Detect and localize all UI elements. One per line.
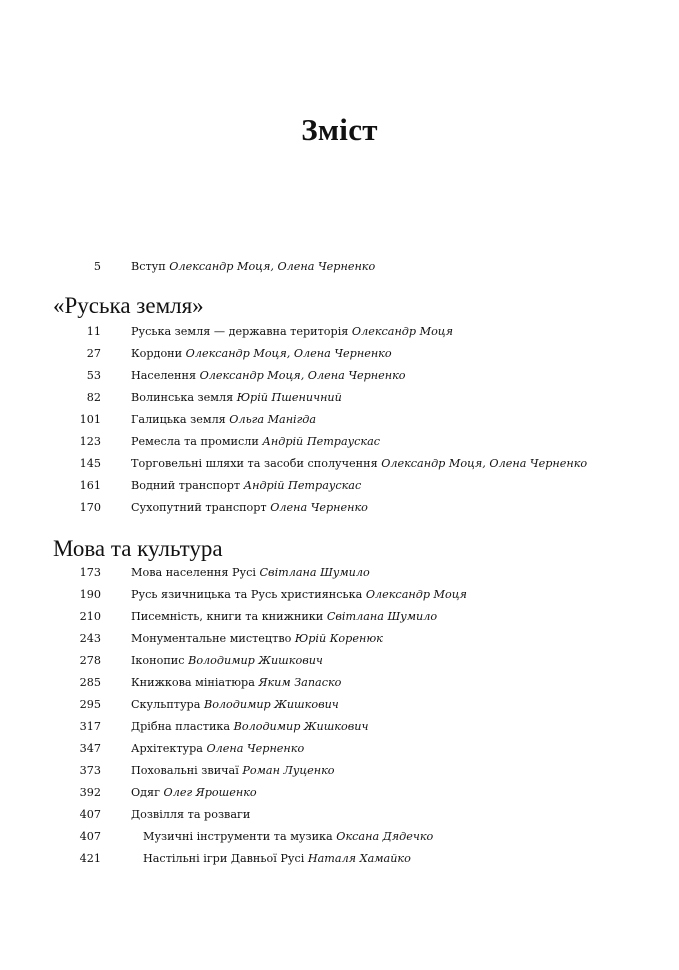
entry-text (131, 673, 341, 693)
entry-author: Олена Черненко (270, 501, 368, 514)
page-number: 295 (79, 698, 101, 711)
entry-text (131, 717, 368, 737)
entry-text (131, 366, 406, 386)
entry-text (131, 607, 437, 627)
entry-author: Володимир Жишкович (203, 698, 339, 711)
page-title: Зміст (301, 112, 378, 147)
page-number: 347 (79, 742, 101, 755)
page-number: 170 (79, 501, 101, 514)
entry-text (131, 432, 380, 452)
entry-title: Торговельні шляхи та засоби сполучення (131, 457, 378, 470)
toc-entry[interactable] (0, 388, 679, 408)
entry-title: Населення (131, 369, 200, 382)
toc-entry[interactable] (0, 607, 679, 627)
entry-author: Андрій Петраускас (262, 435, 381, 448)
page-number: 5 (93, 260, 101, 273)
entry-author: Світлана Шумило (326, 610, 438, 623)
page-number: 82 (86, 391, 101, 404)
entry-title: Кордони (131, 347, 186, 360)
toc-subentry[interactable] (0, 827, 679, 847)
entry-text (131, 410, 316, 430)
entry-title: Волинська земля (131, 391, 237, 404)
page-number: 123 (79, 435, 101, 448)
page-number: 317 (79, 720, 101, 733)
entry-author: Юрій Пшеничний (236, 391, 342, 404)
page-number: 210 (79, 610, 101, 623)
entry-title: Музичні інструменти та музика (143, 830, 333, 843)
toc-entry[interactable] (0, 366, 679, 386)
entry-title: Галицька земля (131, 413, 226, 426)
entry-text (131, 322, 453, 342)
toc-entry[interactable] (0, 695, 679, 715)
page-number: 161 (79, 479, 101, 492)
toc-entry[interactable] (0, 476, 679, 496)
toc-entry[interactable] (0, 585, 679, 605)
entry-author: Яким Запаско (258, 676, 342, 689)
entry-text (131, 388, 342, 408)
entry-text (131, 344, 392, 364)
toc-entry[interactable] (0, 717, 679, 737)
toc-entry[interactable] (0, 454, 679, 474)
entry-title: Дрібна пластика (131, 720, 231, 733)
entry-author: Ольга Манігда (229, 413, 317, 426)
entry-text (131, 739, 304, 759)
entry-text (131, 454, 587, 474)
toc-entry[interactable] (0, 563, 679, 583)
entry-title: Монументальне мистецтво (131, 632, 292, 645)
entry-text (131, 257, 375, 277)
toc-entry[interactable] (0, 344, 679, 364)
page-number: 27 (86, 347, 101, 360)
entry-author: Олександр Моця, Олена Черненко (199, 369, 406, 382)
entry-title: Поховальні звичаї (131, 764, 239, 777)
page-number: 278 (79, 654, 101, 667)
entry-title: Писемність, книги та книжники (131, 610, 324, 623)
entry-title: Ремесла та промисли (131, 435, 263, 448)
page-number: 392 (79, 786, 101, 799)
entry-text (131, 695, 339, 715)
toc-entry[interactable] (0, 410, 679, 430)
entry-title: Одяг (131, 786, 160, 799)
entry-text (143, 849, 411, 869)
entry-title: Руська земля — державна територія (131, 325, 349, 338)
toc-entry[interactable] (0, 761, 679, 781)
toc-entry-intro[interactable] (0, 257, 679, 277)
entry-title: Водний транспорт (131, 479, 241, 492)
entry-text (131, 783, 257, 803)
entry-author: Олена Черненко (206, 742, 305, 755)
entry-title: Русь язичницька та Русь християнська (131, 588, 363, 601)
entry-title: Настільні ігри Давньої Русі (143, 852, 305, 865)
page-number: 11 (86, 325, 101, 338)
entry-text (131, 476, 361, 496)
entry-title: Сухопутний транспорт (131, 501, 267, 514)
section-heading-ruska-zemlia: «Руська земля» (53, 293, 204, 318)
toc-entry[interactable] (0, 432, 679, 452)
entry-author: Світлана Шумило (259, 566, 370, 579)
entry-title: Архітектура (131, 742, 203, 755)
page-number: 285 (79, 676, 101, 689)
entry-title: Мова населення Русі (131, 566, 256, 579)
page-number: 407 (79, 808, 101, 821)
entry-author: Олександр Моця (365, 588, 467, 601)
entry-title: Іконопис (131, 654, 185, 667)
toc-entry[interactable] (0, 498, 679, 518)
page-number: 190 (79, 588, 101, 601)
entry-text (131, 761, 335, 781)
page-number: 173 (79, 566, 101, 579)
entry-text (131, 585, 467, 605)
toc-subentry[interactable] (0, 849, 679, 869)
page-number: 421 (79, 852, 101, 865)
toc-entry[interactable] (0, 322, 679, 342)
entry-author: Олександр Моця, Олена Черненко (185, 347, 392, 360)
entry-title: Дозвілля та розваги (131, 808, 251, 821)
entry-author: Роман Луценко (242, 764, 335, 777)
entry-text (131, 805, 250, 825)
entry-author: Оксана Дядечко (336, 830, 434, 843)
entry-title: Вступ (131, 260, 166, 273)
entry-author: Олександр Моця, Олена Черненко (381, 457, 588, 470)
entry-author: Олег Ярошенко (163, 786, 257, 799)
entry-author: Наталя Хамайко (307, 852, 411, 865)
entry-text (131, 563, 370, 583)
entry-text (131, 651, 323, 671)
page-number: 53 (86, 369, 101, 382)
entry-author: Олександр Моця (351, 325, 454, 338)
toc-entry[interactable] (0, 651, 679, 671)
entry-author: Юрій Коренюк (294, 632, 383, 645)
page-number: 101 (79, 413, 101, 426)
entry-title: Книжкова мініатюра (131, 676, 255, 689)
entry-text (131, 629, 383, 649)
page-number: 407 (79, 830, 101, 843)
section-heading-mova-ta-kultura: Мова та культура (53, 536, 223, 561)
toc-entry[interactable] (0, 739, 679, 759)
entry-author: Олександр Моця, Олена Черненко (169, 260, 376, 273)
page-number: 145 (79, 457, 101, 470)
toc-entry[interactable] (0, 629, 679, 649)
toc-entry[interactable] (0, 673, 679, 693)
page-number: 373 (79, 764, 101, 777)
entry-text (131, 498, 368, 518)
entry-text (143, 827, 433, 847)
entry-author: Володимир Жишкович (233, 720, 369, 733)
entry-author: Андрій Петраускас (243, 479, 362, 492)
toc-entry[interactable] (0, 805, 679, 825)
page-number: 243 (79, 632, 101, 645)
entry-author: Володимир Жишкович (188, 654, 323, 667)
entry-title: Скульптура (131, 698, 201, 711)
toc-entry[interactable] (0, 783, 679, 803)
